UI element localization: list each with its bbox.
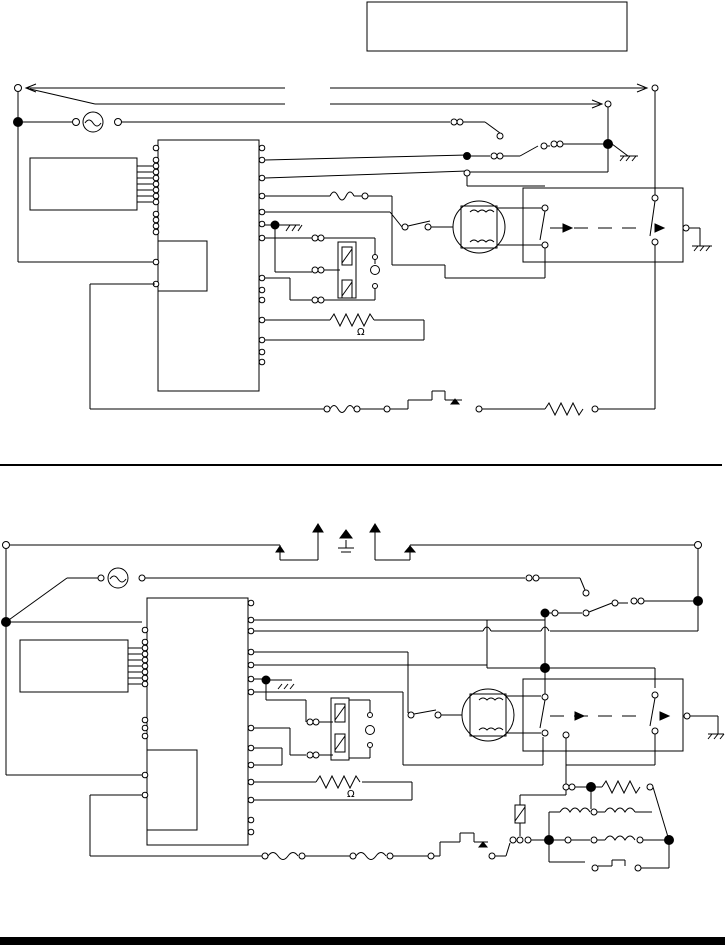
- bottom-thermistor-pair: [331, 698, 349, 760]
- bottom-wiring-diagram: [2, 524, 725, 871]
- bottom-resistor-omega-label: Ω: [347, 789, 355, 800]
- bottom-l2-terminal: [695, 542, 702, 549]
- top-wiring-diagram: [14, 2, 713, 415]
- bottom-l1-terminal: [3, 542, 10, 549]
- top-timer-box: [523, 188, 683, 262]
- top-title-box-text: [370, 6, 624, 48]
- bottom-controller-display-text: [23, 644, 123, 688]
- page-footer-band: [0, 937, 725, 945]
- bottom-timer-box: [523, 679, 683, 751]
- top-return-loop: [90, 284, 655, 415]
- bottom-return-loop: [90, 795, 516, 860]
- top-control-board-outline: [158, 140, 259, 391]
- bottom-board-relay-block: [147, 750, 197, 830]
- top-timer-relay: [523, 188, 712, 409]
- bottom-element-circuit: [254, 676, 375, 760]
- top-l1-terminal: [15, 85, 22, 92]
- bottom-timer-relay: [523, 679, 724, 765]
- top-resistor-omega-label: Ω: [357, 327, 365, 338]
- top-board-output-wires: [265, 155, 545, 340]
- bottom-motor: [462, 689, 541, 741]
- top-door-switch: [464, 140, 639, 187]
- bottom-door-switch: [541, 597, 703, 696]
- bottom-control-board: [20, 598, 254, 845]
- top-lamp-circuit: [14, 112, 504, 139]
- top-board-relay-block: [158, 241, 207, 291]
- top-thermostat-icon: [371, 266, 380, 275]
- bottom-thermostat-icon: [366, 726, 375, 735]
- top-motor: [453, 201, 543, 253]
- top-element-circuit: [265, 221, 380, 303]
- top-controller-display-text: [33, 162, 133, 206]
- bottom-lamp-circuit: [2, 568, 590, 627]
- bottom-heater-network: [515, 765, 674, 871]
- top-l2-terminal: [652, 85, 658, 91]
